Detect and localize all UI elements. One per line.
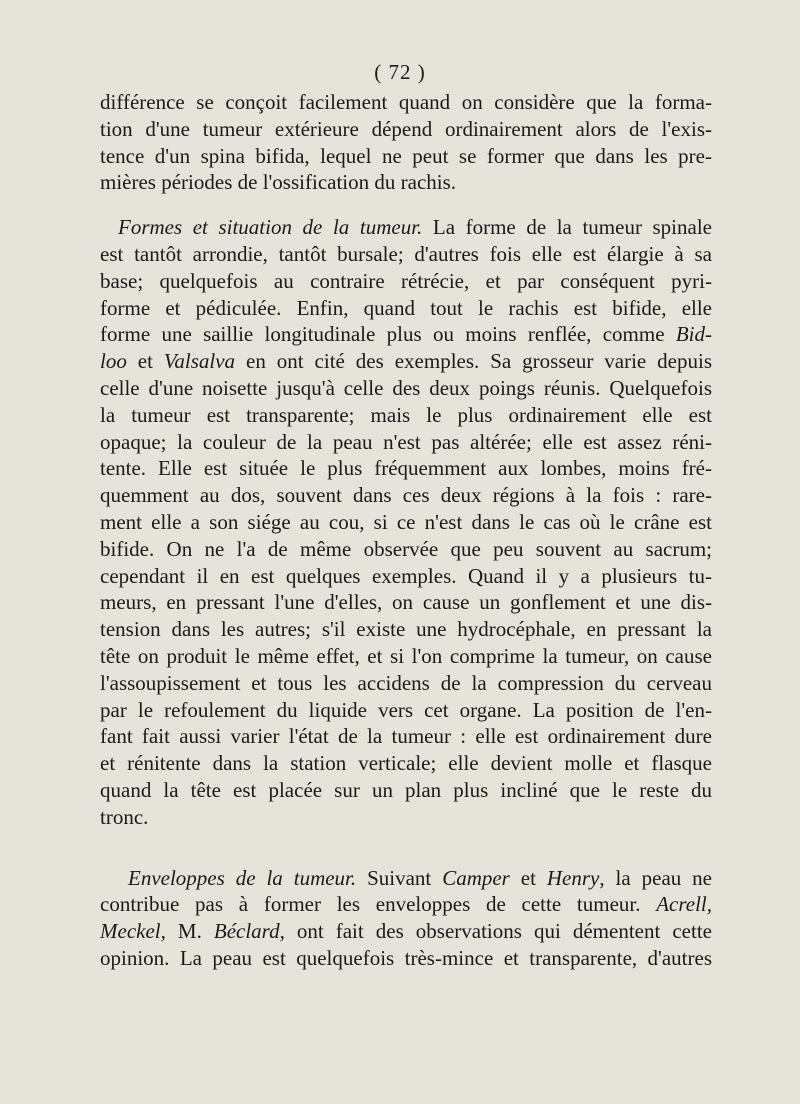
text-line: tence d'un spina bifida, lequel ne peut se former que dans les pre- — [100, 143, 712, 168]
text-line: opinion. La peau est quelquefois très-mince et transparente, d'autres — [100, 945, 712, 970]
author-name: Meckel — [100, 919, 161, 944]
author-name: Bid- — [675, 322, 712, 347]
text-line: est tantôt arrondie, tantôt bursale; d'autres fois elle est élargie à sa — [100, 241, 712, 266]
section-heading-envelopes: Enveloppes de la tumeur. — [128, 865, 357, 890]
text-line: tronc. — [100, 804, 149, 829]
text-line: tête on produit le même effet, et si l'on comprime la tumeur, on cause — [100, 643, 712, 668]
paragraph-gap — [100, 196, 712, 214]
text-line: et rénitente dans la station verticale; elle devient molle et flasque — [100, 751, 712, 776]
text-line — [100, 891, 712, 918]
text-line: par le refoulement du liquide vers cet organe. La position de l'en- — [100, 697, 712, 722]
page-number: ( 72 ) — [374, 60, 426, 84]
text-line: forme et pédiculée. Enfin, quand tout le rachis est bifide, elle — [100, 295, 712, 320]
text-line: base; quelquefois au contraire rétrécie, et par conséquent pyri- — [100, 268, 712, 293]
paragraph-gap — [100, 831, 712, 865]
text-line: quand la tête est placée sur un plan plus incliné que le reste du — [100, 777, 712, 802]
author-name: Valsalva — [163, 349, 236, 374]
text-run: et — [126, 349, 164, 374]
text-run: en ont cité des exemples. Sa grosseur varie depuis — [235, 349, 712, 374]
text-line: tente. Elle est située le plus fréquemment aux lombes, moins fré- — [100, 456, 712, 481]
text-line — [100, 865, 712, 892]
text-line: fant fait aussi varier l'état de la tumeur : elle est ordinairement dure — [100, 724, 712, 749]
text-line: tion d'une tumeur extérieure dépend ordinairement alors de l'exis- — [100, 116, 712, 141]
text-run: contribue pas à former les enveloppes de cette tumeur. — [100, 892, 657, 917]
text-line: différence se conçoit facilement quand on considère que la forma- — [100, 90, 712, 114]
text-line: bifide. On ne l'a de même observée que peu souvent au sacrum; — [100, 536, 712, 561]
paragraph-1 — [100, 89, 712, 196]
text-line — [100, 214, 712, 241]
text-line: la tumeur est transparente; mais le plus ordinairement elle est — [100, 402, 712, 427]
text-line: cependant il en est quelques exemples. Quand il y a plusieurs tu- — [100, 563, 712, 588]
text-run: La forme de la tumeur spinale — [422, 215, 712, 240]
text-run: Suivant — [356, 865, 443, 890]
author-name: Camper — [442, 865, 510, 890]
text-line — [100, 321, 712, 348]
author-name: Acrell, — [656, 892, 712, 917]
page-body — [100, 89, 712, 972]
text-line: meurs, en pressant l'une d'elles, on cause un gonflement et une dis- — [100, 590, 712, 615]
text-run: , M. — [160, 919, 214, 944]
author-name: loo — [100, 349, 127, 374]
section-heading-forms: Formes et situation de la tumeur. — [118, 215, 423, 240]
paragraph-3 — [100, 865, 712, 972]
text-line: l'assoupissement et tous les accidens de la compression du cerveau — [100, 670, 712, 695]
text-line — [100, 348, 712, 375]
text-line: mières périodes de l'ossification du rachis. — [100, 170, 457, 195]
text-line: celle d'une noisette jusqu'à celle des deux poings réunis. Quelquefois — [100, 375, 712, 400]
text-run: forme une saillie longitudinale plus ou moins renflée, comme — [100, 322, 676, 347]
text-line: ment elle a son siége au cou, si ce n'est dans le cas où le crâne est — [100, 509, 712, 534]
paragraph-2 — [100, 214, 712, 830]
author-name: Béclard — [213, 919, 280, 944]
text-line: quemment au dos, souvent dans ces deux régions à la fois : rare- — [100, 483, 712, 508]
text-run: , la peau ne — [599, 865, 713, 890]
author-name: Henry — [546, 865, 600, 890]
text-line: tension dans les autres; s'il existe une hydrocéphale, en pressant la — [100, 617, 712, 642]
text-line: opaque; la couleur de la peau n'est pas altérée; elle est assez réni- — [100, 429, 712, 454]
text-line — [100, 918, 712, 945]
text-run: et — [509, 865, 547, 890]
text-run: , ont fait des observations qui démentent cette — [279, 919, 712, 944]
